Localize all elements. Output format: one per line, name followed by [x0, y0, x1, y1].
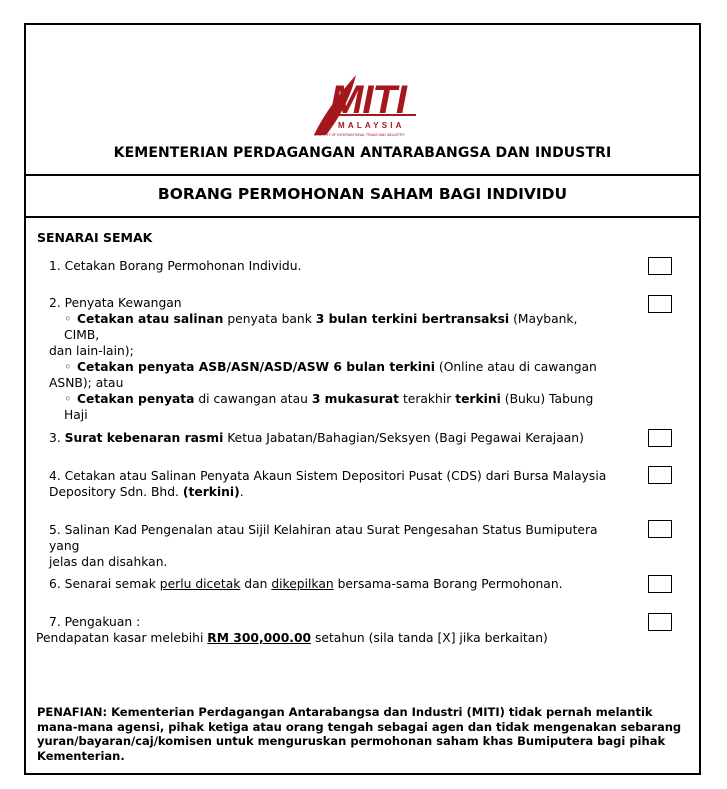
form-title: BORANG PERMOHONAN SAHAM BAGI INDIVIDU	[157, 185, 568, 203]
divider-bottom	[26, 216, 699, 218]
item-2-title: 2. Penyata Kewangan	[49, 296, 182, 310]
disclaimer	[37, 705, 692, 763]
item-2-bullet-1: ◦ Cetakan atau salinan penyata bank 3 bulan terkini bertransaksi (Maybank, CIMB,	[64, 312, 578, 342]
disclaimer-text: Kementerian Perdagangan Antarabangsa dan Industri (MITI) tidak pernah melantik mana-mana agensi, pihak ketiga atau orang tengah sebagai agen dan tidak mengenakan sebarang yuran/bayaran/caj/komisen untuk menguruskan permohonan saham khas Bumiputera bagi pihak Kementerian.	[37, 705, 682, 763]
item-5-line-1: 5. Salinan Kad Pengenalan atau Sijil Kelahiran atau Surat Pengesahan Status Bumiputera yang	[49, 523, 598, 553]
item-7-line-1: 7. Pengakuan :	[49, 615, 141, 629]
item-2-bullet-2-cont: ASNB); atau	[49, 376, 124, 390]
item-1-text: 1. Cetakan Borang Permohonan Individu.	[49, 259, 302, 273]
item-7-line-2: Pendapatan kasar melebihi RM 300,000.00 setahun (sila tanda [X] jika berkaitan)	[36, 631, 548, 645]
form-frame	[24, 23, 701, 775]
checkbox-item-7[interactable]	[648, 613, 672, 631]
checklist-item-7	[36, 614, 614, 646]
checklist-item-5	[49, 522, 614, 570]
checklist-heading: SENARAI SEMAK	[37, 230, 153, 245]
item-5-line-2: jelas dan disahkan.	[49, 555, 168, 569]
checkbox-item-6[interactable]	[648, 575, 672, 593]
logo-word: MITI	[330, 78, 406, 122]
checkbox-item-4[interactable]	[648, 466, 672, 484]
ministry-title: KEMENTERIAN PERDAGANGAN ANTARABANGSA DAN INDUSTRI	[113, 145, 612, 161]
item-2-bullet-3: ◦ Cetakan penyata di cawangan atau 3 mukasurat terakhir terkini (Buku) Tabung Haji	[64, 392, 594, 422]
checklist-item-6: 6. Senarai semak perlu dicetak dan dikepilkan bersama-sama Borang Permohonan.	[49, 577, 563, 591]
checklist-item-3: 3. Surat kebenaran rasmi Ketua Jabatan/Bahagian/Seksyen (Bagi Pegawai Kerajaan)	[49, 431, 584, 445]
logo-sub: MALAYSIA	[338, 121, 405, 130]
checkbox-item-2[interactable]	[648, 295, 672, 313]
miti-logo-icon	[26, 57, 699, 147]
checklist-item-2	[49, 295, 614, 423]
item-4-line-1: 4. Cetakan atau Salinan Penyata Akaun Sistem Depositori Pusat (CDS) dari Bursa Malaysia	[49, 469, 607, 483]
checkbox-item-1[interactable]	[648, 257, 672, 275]
disclaimer-label: PENAFIAN:	[37, 705, 108, 719]
item-2-bullet-1-cont: dan lain-lain);	[49, 344, 134, 358]
logo-tagline: MINISTRY OF INTERNATIONAL TRADE AND INDUSTRY	[314, 133, 405, 137]
checklist-item-4	[49, 468, 614, 500]
divider-top	[26, 174, 699, 176]
checklist-item-1	[49, 258, 614, 274]
item-2-bullet-2: ◦ Cetakan penyata ASB/ASN/ASD/ASW 6 bulan terkini (Online atau di cawangan	[64, 360, 597, 374]
logo	[26, 57, 699, 147]
checkbox-item-3[interactable]	[648, 429, 672, 447]
item-4-line-2: Depository Sdn. Bhd. (terkini).	[49, 485, 244, 499]
checkbox-item-5[interactable]	[648, 520, 672, 538]
